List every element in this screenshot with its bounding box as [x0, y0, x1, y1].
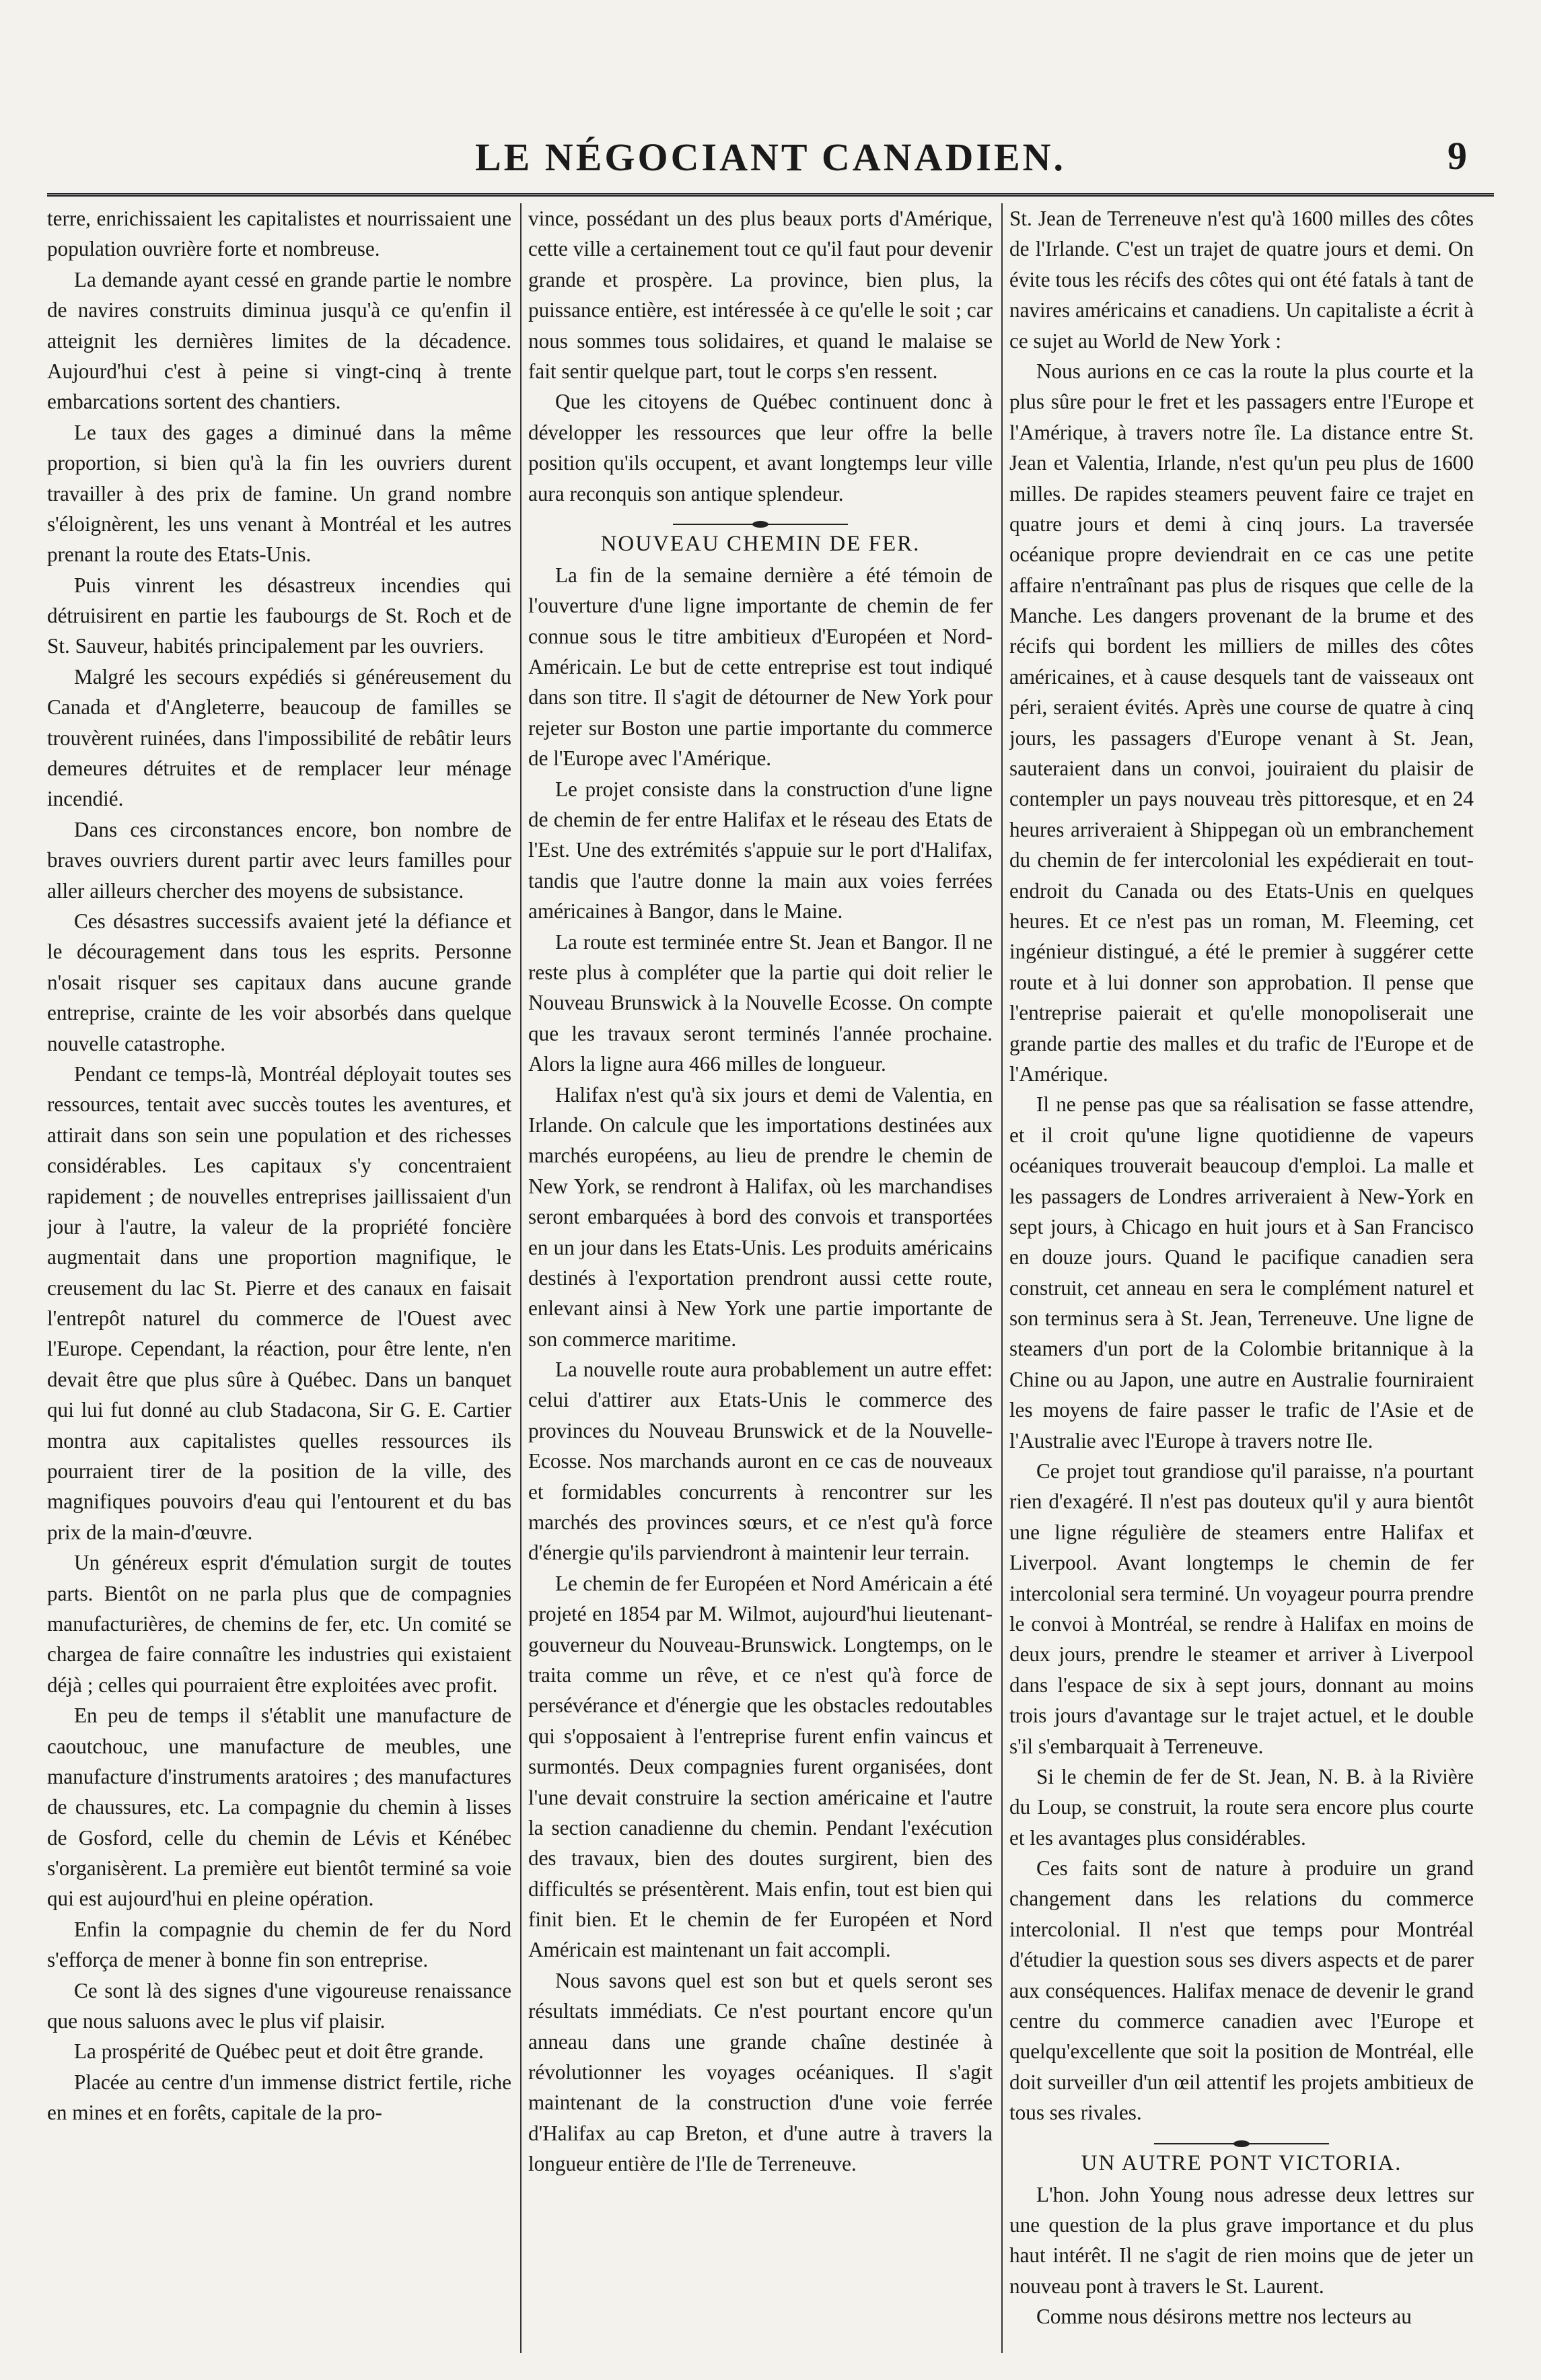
- article-paragraph: Comme nous désirons mettre nos lecteurs au: [1036, 2305, 1412, 2329]
- article-paragraph: Enfin la compagnie du chemin de fer du Nord s'efforça de mener à bonne fin son entreprise.: [47, 1917, 511, 1972]
- article-columns: [47, 203, 1494, 2353]
- column-3: [1009, 203, 1474, 2353]
- article-paragraph: terre, enrichissaient les capitalistes et nourrissaient une population ouvrière forte et nombreuse.: [47, 207, 511, 261]
- article-paragraph: St. Jean de Terreneuve n'est qu'à 1600 milles des côtes de l'Irlande. C'est un trajet de quatre jours et demi. On évite tous les récifs des côtes qui ont été fatals à tant de navires américains et canadiens. Un capitaliste a écrit à ce sujet au World de New York :: [1009, 207, 1474, 353]
- section-heading: NOUVEAU CHEMIN DE FER.: [600, 531, 921, 556]
- article-paragraph: Le taux des gages a diminué dans la même proportion, si bien qu'à la fin les ouvriers durent travailler à des prix de famine. Un grand nombre s'éloignèrent, les uns venant à Montréal et les autres prenant la route des Etats-Unis.: [47, 420, 511, 567]
- article-paragraph: Le chemin de fer Européen et Nord Américain a été projeté en 1854 par M. Wilmot, aujourd'hui lieutenant-gouverneur du Nouveau-Brunswick. Longtemps, on le traita comme un rêve, et ce n'est qu'à force de persévérance et d'énergie que les obstacles redoutables qui s'opposaient à l'entreprise furent enfin vaincus et surmontés. Deux compagnies furent organisées, dont l'une devait construire la section américaine et l'autre la section canadienne du chemin. Pendant l'exécution des travaux, bien des doutes surgirent, bien des difficultés se présentèrent. Mais enfin, tout est bien qui finit bien. Et le chemin de fer Européen et Nord Américain est maintenant un fait accompli.: [528, 1571, 993, 1962]
- article-paragraph: La prospérité de Québec peut et doit être grande.: [74, 2039, 484, 2064]
- article-paragraph: Ce projet tout grandiose qu'il paraisse, n'a pourtant rien d'exagéré. Il n'est pas douteux qu'il y aura bientôt une ligne régulière de steamers entre Halifax et Liverpool. Avant longtemps le chemin de fer intercolonial sera terminé. Un voyageur pourra prendre le convoi à Montréal, se rendre à Halifax en moins de deux jours, prendre le steamer et arriver à Liverpool dans l'espace de six à sept jours, donnant au moins trois jours d'avantage sur le trajet actuel, et le double s'il s'embarquait à Terreneuve.: [1009, 1459, 1474, 1758]
- article-paragraph: Un généreux esprit d'émulation surgit de toutes parts. Bientôt on ne parla plus que de compagnies manufacturières, de chemins de fer, etc. Un comité se chargea de faire connaître les industries qui existaient déjà ; celles qui pourraient être exploitées avec profit.: [47, 1551, 511, 1697]
- article-paragraph: Malgré les secours expédiés si généreusement du Canada et d'Angleterre, beaucoup de familles se trouvèrent ruinées, dans l'impossibilité de rebâtir leurs demeures détruites et de remplacer leur ménage incendié.: [47, 664, 511, 811]
- header-rule: [47, 193, 1494, 197]
- section-heading: UN AUTRE PONT VICTORIA.: [1081, 2150, 1402, 2175]
- article-paragraph: Placée au centre d'un immense district fertile, riche en mines et en forêts, capitale de la pro-: [47, 2070, 511, 2125]
- article-paragraph: Nous savons quel est son but et quels seront ses résultats immédiats. Ce n'est pourtant encore qu'un anneau dans une grande chaîne destinée à révolutionner les voyages océaniques. Il s'agit maintenant de la construction d'une voie ferrée d'Halifax au cap Breton, et d'une autre à travers la longueur entière de l'Ile de Terreneuve.: [528, 1968, 993, 2176]
- article-paragraph: Ce sont là des signes d'une vigoureuse renaissance que nous saluons avec le plus vif plaisir.: [47, 1978, 511, 2033]
- column-divider: [520, 203, 522, 2353]
- article-paragraph: L'hon. John Young nous adresse deux lettres sur une question de la plus grave importance et du plus haut intérêt. Il ne s'agit de rien moins que de jeter un nouveau pont à travers le St. Laurent.: [1009, 2182, 1474, 2298]
- page-number: 9: [1447, 134, 1467, 178]
- article-paragraph: Que les citoyens de Québec continuent donc à développer les ressources que leur offre la belle position qu'ils occupent, et avant longtemps leur ville aura reconquis son antique splendeur.: [528, 390, 993, 505]
- article-paragraph: La nouvelle route aura probablement un autre effet: celui d'attirer aux Etats-Unis le commerce des provinces du Nouveau Brunswick et de la Nouvelle-Ecosse. Nos marchands auront en ce cas de nouveaux et formidables concurrents à rencontrer sur les marchés des provinces sœurs, et ce n'est qu'à force d'énergie qu'ils parviendront à maintenir leur terrain.: [528, 1358, 993, 1565]
- article-paragraph: Ces faits sont de nature à produire un grand changement dans les relations du commerce intercolonial. Il n'est que temps pour Montréal d'étudier la question sous ses divers aspects et de parer aux conséquences. Halifax menace de devenir le grand centre du commerce canadien avec l'Europe et quelqu'excellente que soit la position de Montréal, elle doit surveiller d'un œil attentif les projets ambitieux de tous ses rivales.: [1009, 1856, 1474, 2125]
- article-paragraph: Puis vinrent les désastreux incendies qui détruisirent en partie les faubourgs de St. Roch et de St. Sauveur, habités principalement par les ouvriers.: [47, 573, 511, 658]
- section-divider-ornament: [1154, 2140, 1329, 2147]
- article-paragraph: Dans ces circonstances encore, bon nombre de braves ouvriers durent partir avec leurs familles pour aller ailleurs chercher des moyens de subsistance.: [47, 817, 511, 903]
- column-1: [47, 203, 511, 2353]
- article-paragraph: Le projet consiste dans la construction d'une ligne de chemin de fer entre Halifax et le réseau des Etats de l'Est. Une des extrémités s'appuie sur le port d'Halifax, tandis que l'autre donne la main aux voies ferrées américaines à Bangor, dans le Maine.: [528, 777, 993, 923]
- article-paragraph: Si le chemin de fer de St. Jean, N. B. à la Rivière du Loup, se construit, la route sera encore plus courte et les avantages plus considérables.: [1009, 1764, 1474, 1850]
- article-paragraph: Nous aurions en ce cas la route la plus courte et la plus sûre pour le fret et les passagers entre l'Europe et l'Amérique, à travers notre île. La distance entre St. Jean et Valentia, Irlande, n'est qu'un peu plus de 1600 milles. De rapides steamers peuvent faire ce trajet en quatre jours et demi à cinq jours. La traversée océanique propre deviendrait en ce cas une petite affaire n'entraînant pas plus de risques que celle de la Manche. Les dangers provenant de la brume et des récifs qui bordent les milliers de milles des côtes américaines, et à cause desquels tant de vaisseaux ont péri, seraient évités. Après une course de quatre à cinq jours, les passagers d'Europe venant à St. Jean, sauteraient dans un convoi, jouiraient du plaisir de contempler un pays nouveau très pittoresque, et en 24 heures arriveraient à Shippegan où un embranchement du chemin de fer intercolonial les expédierait en tout-endroit du Canada ou des Etats-Unis en quelques heures. Et ce n'est pas un roman, M. Fleeming, cet ingénieur distingué, a été le premier à suggérer cette route et à lui donner son approbation. Il pense que l'entreprise paierait et qu'elle monopoliserait une grande partie des malles et du trafic de l'Europe et de l'Amérique.: [1009, 359, 1474, 1086]
- article-paragraph: La fin de la semaine dernière a été témoin de l'ouverture d'une ligne importante de chemin de fer connue sous le titre ambitieux d'Européen et Nord-Américain. Le but de cette entreprise est tout indiqué dans son titre. Il s'agit de détourner de New York pour rejeter sur Boston une partie importante du commerce de l'Europe avec l'Amérique.: [528, 563, 993, 771]
- masthead: [47, 128, 1494, 188]
- section-divider-ornament: [673, 521, 848, 528]
- article-paragraph: vince, possédant un des plus beaux ports d'Amérique, cette ville a certainement tout ce qu'il faut pour devenir grande et prospère. La province, bien plus, la puissance entière, est intéressée à ce qu'elle le soit ; car nous sommes tous solidaires, et quand le malaise se fait sentir quelque part, tout le corps s'en ressent.: [528, 207, 993, 383]
- article-paragraph: Il ne pense pas que sa réalisation se fasse attendre, et il croit qu'une ligne quotidienne de vapeurs océaniques trouverait beaucoup d'emploi. La malle et les passagers de Londres arriveraient à New-York en sept jours, à Chicago en huit jours et à San Francisco en douze jours. Quand le pacifique canadien sera construit, cet anneau en sera le complément naturel et son terminus sera à St. Jean, Terreneuve. Une ligne de steamers d'un port de la Colombie britannique à la Chine ou au Japon, une autre en Australie fourniraient les moyens de faire passer le trafic de l'Asie et de l'Australie avec l'Europe à travers notre Ile.: [1009, 1092, 1474, 1452]
- article-paragraph: La demande ayant cessé en grande partie le nombre de navires construits diminua jusqu'à ce qu'enfin il atteignit les dernières limites de la décadence. Aujourd'hui c'est à peine si vingt-cinq à trente embarcations sortent des chantiers.: [47, 267, 511, 414]
- article-paragraph: Ces désastres successifs avaient jeté la défiance et le découragement dans tous les esprits. Personne n'osait risquer ses capitaux dans aucune grande entreprise, crainte de les voir absorbés dans quelque nouvelle catastrophe.: [47, 909, 511, 1055]
- article-paragraph: La route est terminée entre St. Jean et Bangor. Il ne reste plus à compléter que la partie qui doit relier le Nouveau Brunswick à la Nouvelle Ecosse. On compte que les travaux seront terminés l'année prochaine. Alors la ligne aura 466 milles de longueur.: [528, 930, 993, 1076]
- column-divider: [1001, 203, 1003, 2353]
- article-paragraph: Pendant ce temps-là, Montréal déployait toutes ses ressources, tentait avec succès toutes les aventures, et attirait dans son sein une population et des richesses considérables. Les capitaux s'y concentraient rapidement ; de nouvelles entreprises jaillissaient d'un jour à l'autre, la valeur de la propriété foncière augmentait dans une proportion magnifique, le creusement du lac St. Pierre et des canaux en faisait l'entrepôt naturel du commerce de l'Ouest avec l'Europe. Cependant, la réaction, pour être lente, n'en devait être que plus sûre à Québec. Dans un banquet qui lui fut donné au club Stadacona, Sir G. E. Cartier montra aux capitalistes quelles ressources ils pourraient tirer de la position de la ville, des magnifiques pouvoirs d'eau qui l'entourent et du bas prix de la main-d'œuvre.: [47, 1061, 511, 1544]
- article-paragraph: En peu de temps il s'établit une manufacture de caoutchouc, une manufacture de meubles, une manufacture d'instruments aratoires ; des manufactures de chaussures, etc. La compagnie du chemin à lisses de Gosford, celle du chemin de Lévis et Kénébec s'organisèrent. La première eut bientôt terminé sa voie qui est aujourd'hui en pleine opération.: [47, 1704, 511, 1911]
- page-title: LE NÉGOCIANT CANADIEN.: [474, 135, 1067, 179]
- column-2: [528, 203, 993, 2353]
- article-paragraph: Halifax n'est qu'à six jours et demi de Valentia, en Irlande. On calcule que les importations destinées aux marchés européens, au lieu de prendre le chemin de New York, se rendront à Halifax, où les marchandises seront embarquées à bord des convois et transportées en un jour dans les Etats-Unis. Les produits américains destinés à l'exportation prendront aussi cette route, enlevant ainsi à New York une partie importante de son commerce maritime.: [528, 1082, 993, 1351]
